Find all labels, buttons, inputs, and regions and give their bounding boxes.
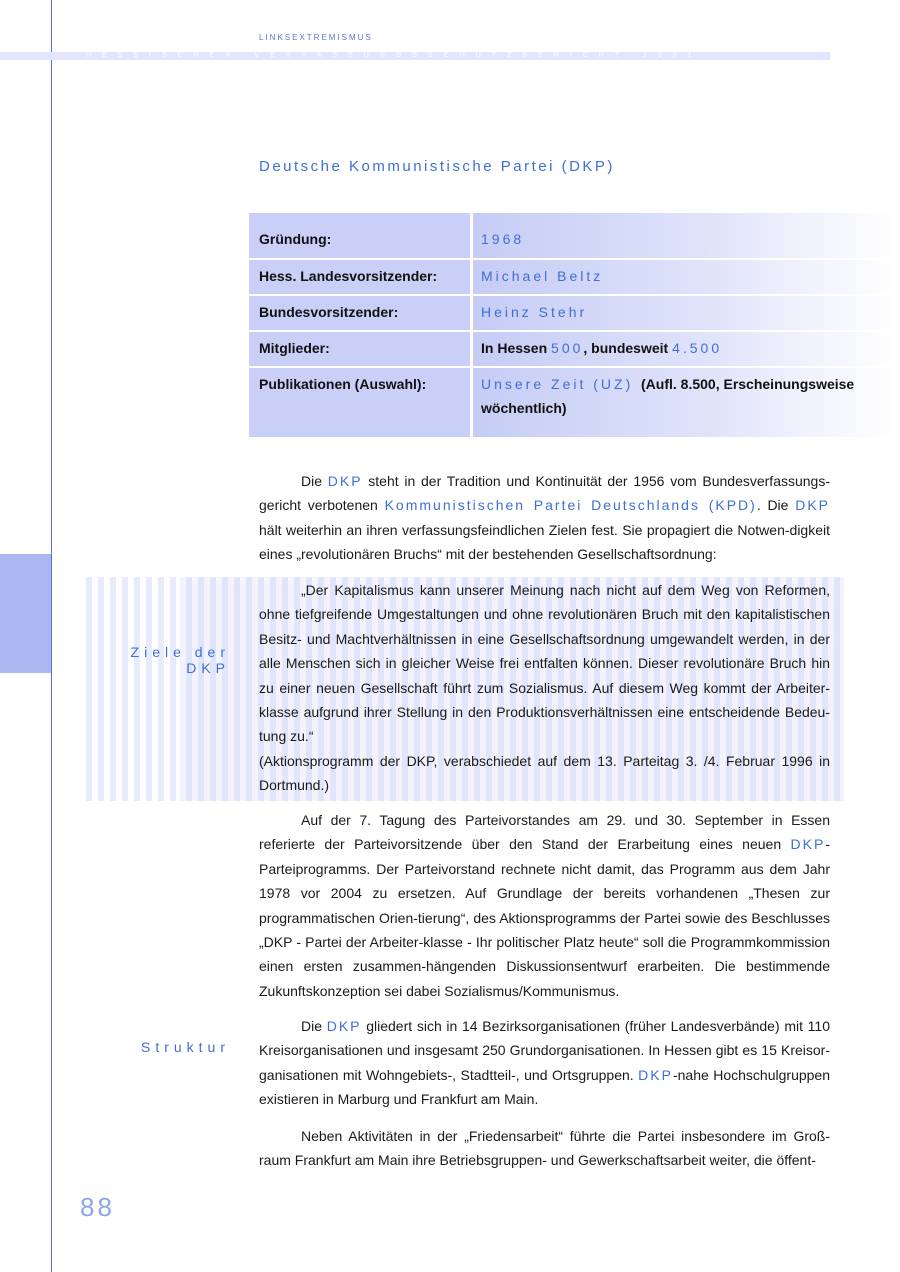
text-run: gliedert sich in 14 Bezirksorganisationen (früher Landesverbände) mit 110 Kreisorganisationen und insgesamt 250 Grundorganisationen. In Hessen gibt es 15 Kreisor-ganisationen mit Wohngebiets-, Stadtteil-, und Ortsgruppen. (259, 1018, 830, 1083)
text-run: Die (301, 1018, 323, 1034)
text-run: Neben Aktivitäten in der „Friedensarbeit“ führte die Partei insbesondere im Groß-raum Frankfurt am Main ihre Betriebsgruppen- und Gewerkschaftsarbeit weiter, die öffent- (259, 1128, 830, 1169)
fact-value: Michael Beltz (481, 268, 604, 284)
report-title: HESSISCHER VERFASSUNGSSCHUTZBERICHT 2001 (86, 52, 703, 59)
text-run: . Die (756, 497, 789, 514)
fact-label: Gründung: (259, 231, 332, 247)
sidebar-accent-block (0, 554, 51, 673)
quote-block (259, 578, 830, 798)
margin-rule (51, 0, 52, 1272)
quote-source: (Aktionsprogramm der DKP, verabschiedet auf dem 13. Parteitag 3. /4. Februar 1996 in Dortmund.) (259, 752, 830, 794)
fact-label: Bundesvorsitzender: (259, 304, 399, 320)
fact-value: 1968 (481, 231, 525, 247)
publication-details: (Aufl. 8.500, Erscheinungsweise wöchentlich) (481, 376, 855, 416)
keyword: DKP (790, 836, 826, 853)
fact-row (249, 296, 895, 330)
text-run: hält weiterhin an ihren verfassungsfeindlichen Zielen fest. Sie propagiert die Notwen-digkeit eines „revolutionären Bruchs“ mit der bestehenden Gesellschaftsordnung: (259, 521, 830, 563)
text-run: Auf der 7. Tagung des Parteivorstandes am 29. und 30. September in Essen referierte der Parteivorsitzende über den Stand der Erarbeitung eines neuen (259, 812, 830, 853)
text-run: steht in der Tradition und Kontinuität der 1956 vom Bundesverfassungs-gericht verbotenen (259, 473, 831, 514)
fact-label: Hess. Landesvorsitzender: (259, 268, 438, 284)
fact-label: Mitglieder: (259, 340, 330, 356)
fact-value (481, 372, 881, 420)
keyword: Kommunistischen Partei Deutschlands (KPD) (384, 497, 757, 514)
keyword: DKP (326, 1018, 362, 1034)
paragraph (259, 808, 830, 1003)
text-run: -Parteiprogramms. Der Parteivorstand rechnete nicht damit, das Programm aus dem Jahr 1978 vor 2004 zu ersetzen. Auf Grundlage der bereits vorhandenen „Thesen zur programmatischen Orien-tierung“, des Aktionsprogramms der Partei sowie des Beschlusses „DKP - Partei der Arbeiter-klasse - Ihr politischer Platz heute“ soll die Programmkommission einen ersten zusammen-hängenden Diskussionsentwurf erarbeiten. Die bestimmende Zukunftskonzeption sei dabei Sozialismus/Kommunismus. (259, 836, 831, 999)
fact-value: Heinz Stehr (481, 304, 588, 320)
keyword: DKP (327, 473, 363, 489)
fact-value-number: 4.500 (672, 340, 723, 356)
keyword: DKP (638, 1066, 673, 1083)
text-run: Die (301, 473, 323, 489)
fact-row (249, 368, 895, 437)
intro-paragraph (259, 469, 830, 567)
publication-name: Unsere Zeit (UZ) (481, 376, 634, 392)
text-run: -nahe Hochschulgruppen existieren in Marburg und Frankfurt am Main. (259, 1066, 830, 1108)
fact-value-text: , bundesweit (583, 340, 669, 356)
fact-row (249, 213, 895, 258)
fact-value (481, 336, 881, 360)
fact-table (249, 213, 895, 437)
fact-value-number: 500 (551, 340, 584, 356)
fact-row (249, 260, 895, 294)
quote-text: „Der Kapitalismus kann unserer Meinung nach nicht auf dem Weg von Reformen, ohne tiefgreifende Umgestaltungen und ohne revolutionären Bruch mit den kapitalistischen Besitz- und Machtverhältnissen in eine Gesellschaftsordnung umgewandelt werden, in der alle Menschen sich in gleicher Weise frei entfalten können. Dieser revolutionäre Bruch hin zu einer neuen Gesellschaft führt zum Sozialismus. Auf diesem Weg kommt der Arbeiter-klasse aufgrund ihrer Stellung in den Produktionsverhältnissen eine entscheidende Bedeu-tung zu.“ (259, 582, 830, 745)
margin-note-ziele: Ziele der DKP (130, 644, 230, 676)
page-title: Deutsche Kommunistische Partei (DKP) (259, 158, 615, 175)
fact-row (249, 332, 895, 366)
paragraph (259, 1014, 830, 1112)
keyword: DKP (795, 497, 831, 514)
fact-value-text: In Hessen (481, 340, 548, 356)
fact-label: Publikationen (Auswahl): (259, 376, 427, 392)
page-number: 88 (80, 1192, 115, 1222)
section-label: LINKSEXTREMISMUS (259, 33, 373, 42)
paragraph (259, 1124, 830, 1173)
margin-note-struktur: Struktur (140, 1039, 230, 1055)
